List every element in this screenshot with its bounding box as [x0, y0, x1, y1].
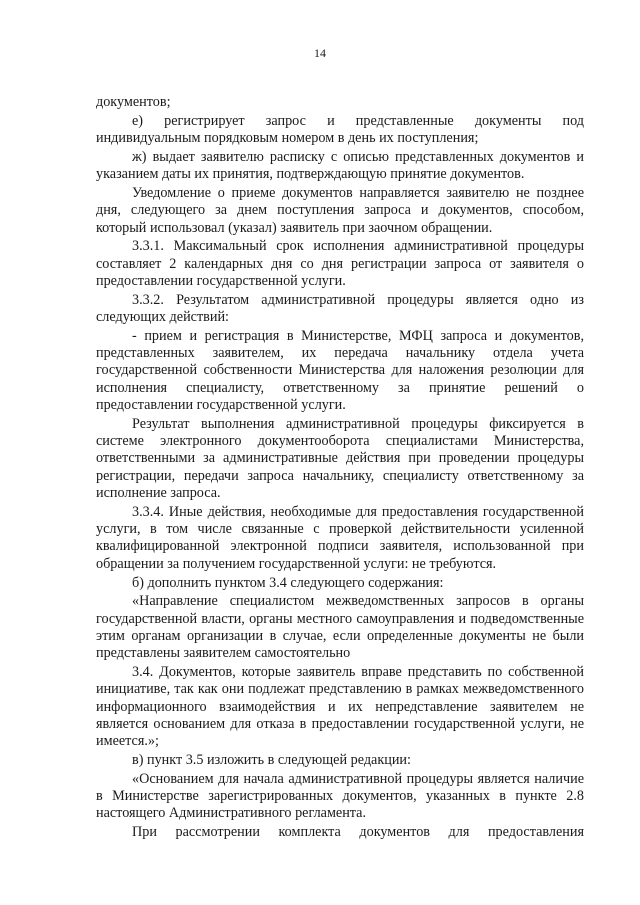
- paragraph: 3.3.4. Иные действия, необходимые для предоставления государственной услуги, в том числе связанные с проверкой действительности усиленной квалифицированной электронной подписи заявителя, использованной при обращении за получением государственной услуги: не требуются.: [96, 503, 584, 572]
- paragraph: е) регистрирует запрос и представленные документы под индивидуальным порядковым номером в день их поступления;: [96, 112, 584, 147]
- paragraph: «Основанием для начала административной процедуры является наличие в Министерстве зарегистрированных документов, указанных в пункте 2.8 настоящего Административного регламента.: [96, 770, 584, 822]
- paragraph: При рассмотрении комплекта документов для предоставления: [132, 824, 584, 841]
- paragraph: - прием и регистрация в Министерстве, МФЦ запроса и документов, представленных заявителем, их передача начальнику отдела учета государственной собственности Министерства для наложения резолюции для исполнения специалисту, ответственному за принятие решений о предоставлении государственной услуги.: [96, 327, 584, 414]
- paragraph: 3.4. Документов, которые заявитель вправе представить по собственной инициативе, так как они подлежат представлению в рамках межведомственного информационного взаимодействия и их непредставление заявителем не является основанием для отказа в предоставлении государственной услуги, не имеется.»;: [96, 664, 584, 750]
- paragraph: «Направление специалистом межведомственных запросов в органы государственной власти, органы местного самоуправления и подведомственные этим органам организации в случае, если определенные документы не были представлены заявителем самостоятельно: [96, 593, 584, 662]
- page-number: 14: [314, 46, 326, 60]
- paragraph: ж) выдает заявителю расписку с описью представленных документов и указанием даты их принятия, подтверждающую принятие документов.: [96, 148, 584, 183]
- paragraph: 3.3.1. Максимальный срок исполнения административной процедуры составляет 2 календарных дня со дня регистрации запроса от заявителя о предоставлении государственной услуги.: [96, 238, 584, 289]
- paragraph: 3.3.2. Результатом административной процедуры является одно из следующих действий:: [96, 291, 584, 326]
- document-body: [96, 94, 584, 843]
- paragraph: Результат выполнения административной процедуры фиксируется в системе электронного документооборота специалистами Министерства, ответственными за административные действия при проведении процедуры регистрации, передачи запроса начальнику, специалисту ответственному за исполнение запроса.: [96, 415, 584, 502]
- paragraph: б) дополнить пунктом 3.4 следующего содержания:: [132, 574, 444, 591]
- paragraph: документов;: [96, 94, 171, 110]
- paragraph: в) пункт 3.5 изложить в следующей редакции:: [132, 751, 411, 768]
- paragraph: Уведомление о приеме документов направляется заявителю не позднее дня, следующего за днем поступления запроса и документов, способом, который использовал (указал) заявитель при заочном обращении.: [96, 184, 584, 236]
